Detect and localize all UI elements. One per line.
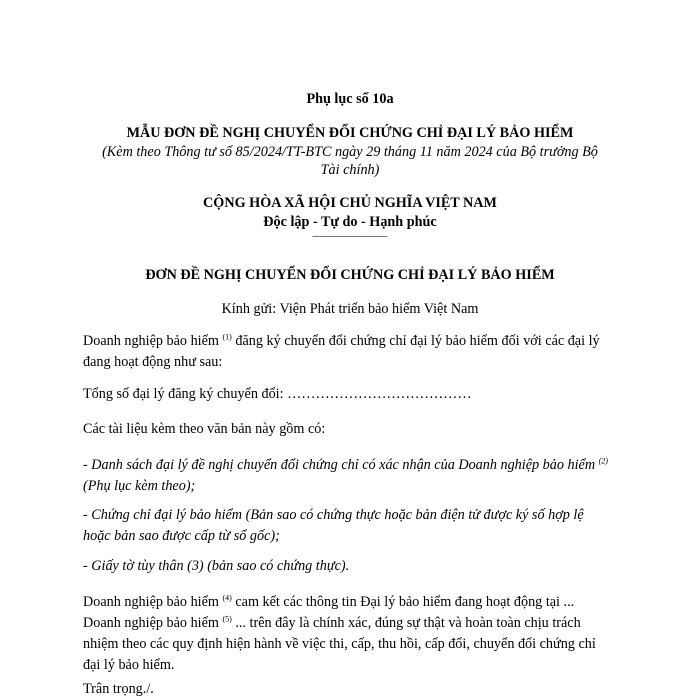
national-title: CỘNG HÒA XÃ HỘI CHỦ NGHĨA VIỆT NAM [203,195,497,211]
total-agents-line: Tổng số đại lý đăng ký chuyển đổi: ………………………………… [83,386,472,402]
commitment-paragraph: Doanh nghiệp bảo hiểm $^{(4)}$ cam kết các thông tin Đại lý bảo hiểm đang hoạt động tại ... Doanh nghiệp bảo hiểm $^{(5)}$ ... trên đây là chính xác, đúng sự thật và hoàn toàn chịu trách nhiệm theo các quy định hiện hành về việc thi, cấp, thu hồi, cấp đổi, chuyển đổi chứng chỉ đại lý bảo hiểm. [83,593,596,673]
divider: _______________ [312,227,388,238]
motto: Độc lập - Tự do - Hạnh phúc [263,214,437,230]
registration-paragraph: Doanh nghiệp bảo hiểm $^{(1)}$ đăng ký chuyển đổi chứng chỉ đại lý bảo hiểm đối với các đại lý đang hoạt động như sau: [83,332,600,370]
attachment-item-2: - Chứng chỉ đại lý bảo hiểm (Bản sao có chứng thực hoặc bản điện tử được ký số hợp lệ hoặc bản sao được cấp từ sổ gốc); [83,507,584,544]
subtitle-line-2: Tài chính) [320,162,380,178]
recipient-line: Kính gửi: Viện Phát triển bảo hiểm Việt Nam [221,301,479,317]
form-title: MẪU ĐƠN ĐỀ NGHỊ CHUYỂN ĐỔI CHỨNG CHỈ ĐẠI LÝ BẢO HIỂM [126,125,574,141]
document-title: ĐƠN ĐỀ NGHỊ CHUYỂN ĐỔI CHỨNG CHỈ ĐẠI LÝ BẢO HIỂM [145,267,555,283]
attachment-item-3: - Giấy tờ tùy thân (3) (bản sao có chứng thực). [83,558,350,574]
closing-line: Trân trọng./. [83,681,154,697]
attachments-intro: Các tài liệu kèm theo văn bản này gồm có: [83,421,326,437]
attachment-item-1: - Danh sách đại lý đề nghị chuyển đổi chứng chỉ có xác nhận của Doanh nghiệp bảo hiểm $^{(2)}$ (Phụ lục kèm theo); [83,456,608,494]
subtitle-line-1: (Kèm theo Thông tư số 85/2024/TT-BTC ngày 29 tháng 11 năm 2024 của Bộ trưởng Bộ [102,144,598,160]
appendix-label: Phụ lục số 10a [306,91,394,107]
